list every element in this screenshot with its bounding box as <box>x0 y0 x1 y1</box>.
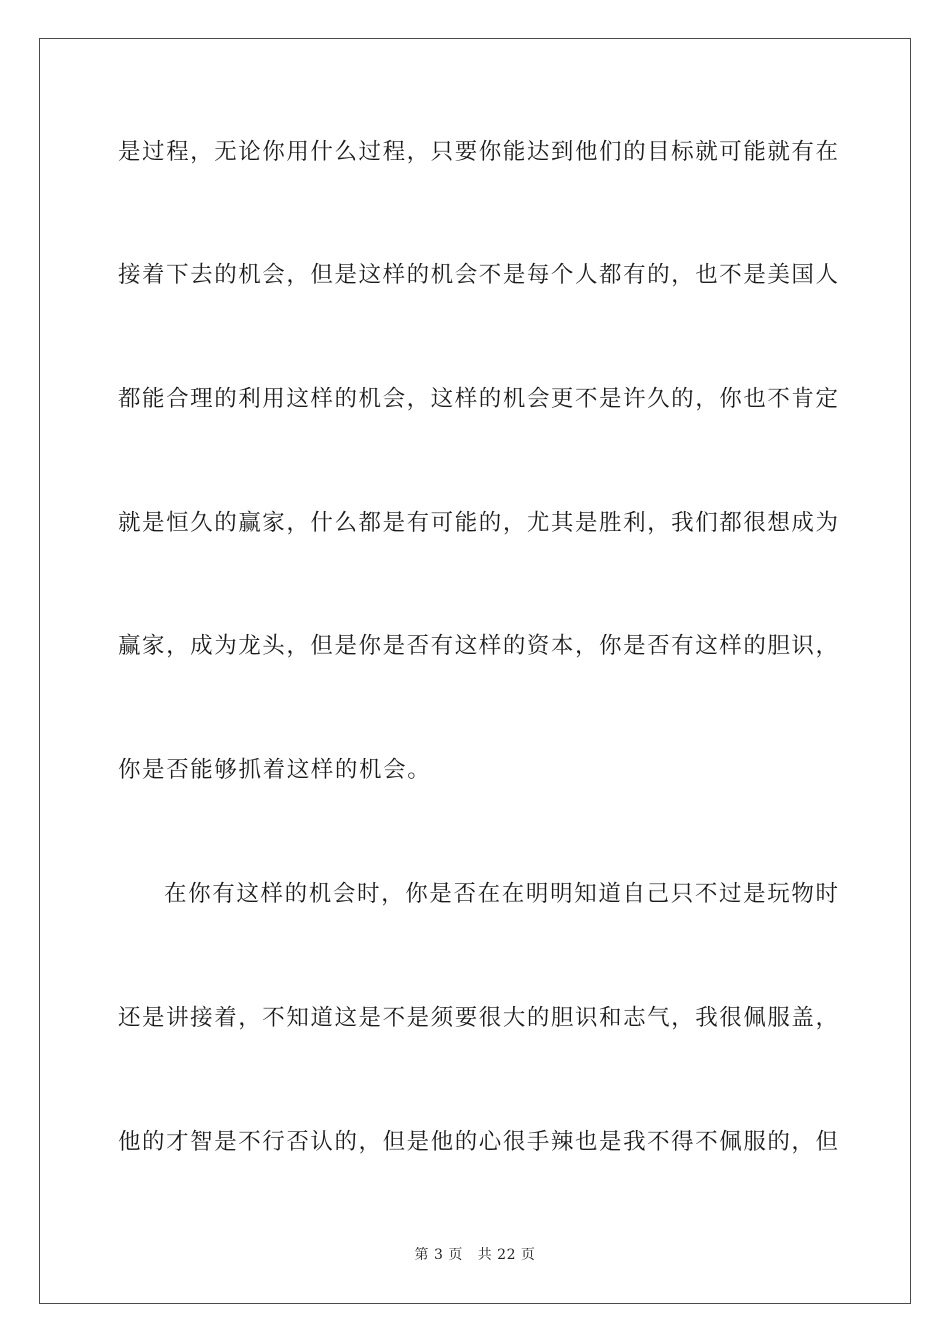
page-border <box>39 38 911 1304</box>
body-line-1: 是过程，无论你用什么过程，只要你能达到他们的目标就可能就有在 <box>118 139 838 165</box>
body-line-6: 你是否能够抓着这样的机会。 <box>118 757 432 783</box>
body-line-3: 都能合理的利用这样的机会，这样的机会更不是许久的，你也不肯定 <box>118 386 838 412</box>
body-line-4: 就是恒久的赢家，什么都是有可能的，尤其是胜利，我们都很想成为 <box>118 510 838 536</box>
body-line-5: 赢家，成为龙头，但是你是否有这样的资本，你是否有这样的胆识， <box>118 633 838 659</box>
body-line-9: 他的才智是不行否认的，但是他的心很手辣也是我不得不佩服的，但 <box>118 1129 838 1155</box>
page-number: 第 3 页 <box>414 1247 463 1263</box>
body-line-8: 还是讲接着，不知道这是不是须要很大的胆识和志气，我很佩服盖， <box>118 1005 838 1031</box>
page-footer <box>0 1246 950 1264</box>
body-line-7-paragraph-start: 在你有这样的机会时，你是否在在明明知道自己只不过是玩物时 <box>164 881 838 907</box>
body-line-2: 接着下去的机会，但是这样的机会不是每个人都有的，也不是美国人 <box>118 262 838 288</box>
page-total: 共 22 页 <box>477 1247 536 1263</box>
